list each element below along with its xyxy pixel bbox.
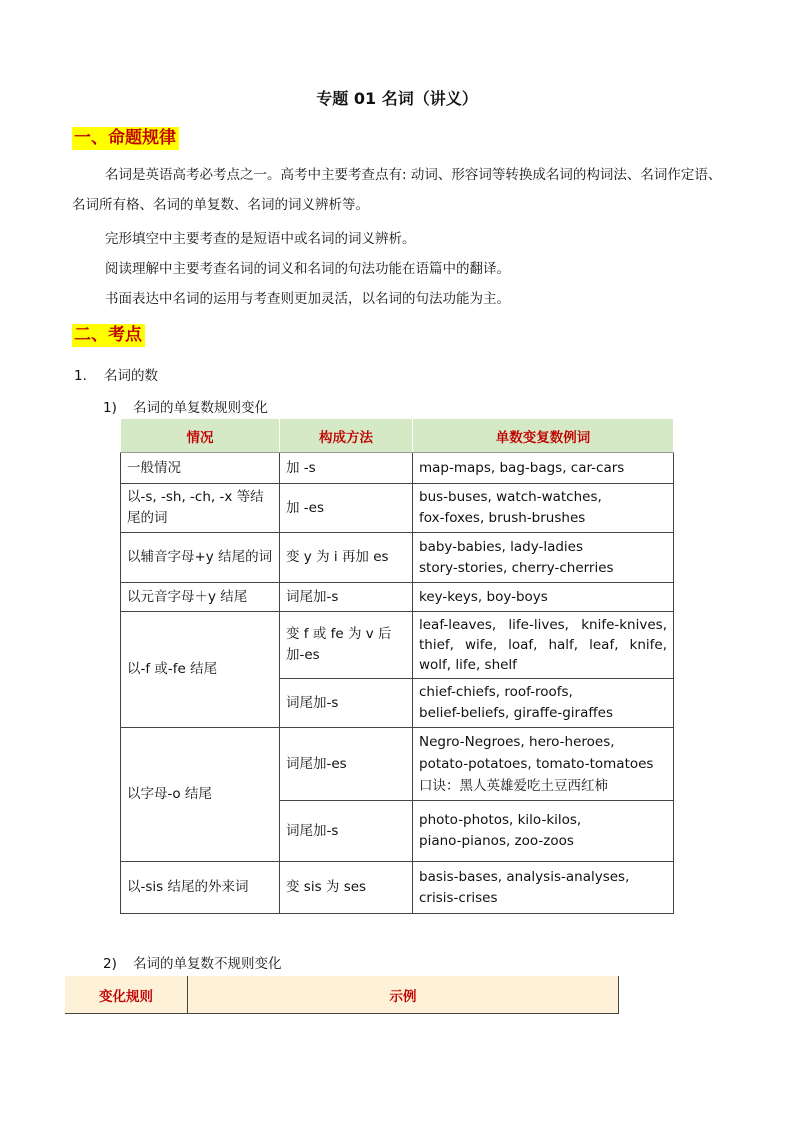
example-line: story-stories, cherry-cherries	[419, 559, 614, 576]
example-line: piano-pianos, zoo-zoos	[419, 833, 574, 849]
regular-plural-table	[120, 418, 674, 914]
table-header-situation: 情况	[121, 419, 280, 453]
sublist-item-label: 名词的单复数规则变化	[133, 400, 268, 416]
table-cell-method: 变 sis 为 ses	[280, 862, 413, 914]
table-cell-method: 变 f 或 fe 为 v 后加-es	[280, 612, 413, 679]
document-title: 专题 01 名词（讲义）	[316, 89, 478, 108]
table-cell-method: 加 -es	[280, 484, 413, 533]
example-line: baby-babies, lady-ladies	[419, 538, 584, 555]
example-line: belief-beliefs, giraffe-giraffes	[419, 705, 614, 721]
table-row	[121, 583, 674, 612]
example-line: basis-bases, analysis-analyses,	[419, 868, 630, 885]
table-header-examples: 单数变复数例词	[413, 419, 674, 453]
example-line: bus-buses, watch-watches,	[419, 489, 602, 505]
table-row	[121, 728, 674, 801]
table-cell-method: 变 y 为 i 再加 es	[280, 533, 413, 583]
table-cell-method: 词尾加-s	[280, 583, 413, 612]
table-cell-situation: 以元音字母＋y 结尾	[121, 583, 280, 612]
table-cell-examples	[413, 612, 674, 679]
example-line: photo-photos, kilo-kilos,	[419, 812, 582, 828]
table-row	[121, 533, 674, 583]
irregular-plural-table	[65, 976, 619, 1014]
table-header-example: 示例	[188, 976, 619, 1014]
example-line: Negro-Negroes, hero-heroes,	[419, 734, 615, 750]
example-line: fox-foxes, brush-brushes	[419, 510, 586, 526]
table-cell-method: 词尾加-s	[280, 679, 413, 728]
table-cell-situation: 以辅音字母+y 结尾的词	[121, 533, 280, 583]
paragraph-cloze: 完形填空中主要考查的是短语中或名词的词义辨析。	[105, 231, 416, 247]
section-heading-rules: 一、命题规律	[72, 127, 179, 150]
table-cell-examples	[413, 862, 674, 914]
example-line: crisis-crises	[419, 889, 498, 906]
example-line: map-maps, bag-bags, car-cars	[419, 459, 625, 476]
example-line: key-keys, boy-boys	[419, 588, 548, 605]
table-cell-situation: 以字母-o 结尾	[121, 728, 280, 862]
table-header-row	[121, 419, 674, 453]
table-header-row	[65, 976, 619, 1014]
example-line: chief-chiefs, roof-roofs,	[419, 684, 573, 700]
section-heading-key-points: 二、考点	[72, 324, 145, 347]
table-cell-situation: 一般情况	[121, 453, 280, 484]
list-number: 1.	[74, 368, 87, 384]
table-row	[121, 862, 674, 914]
list-item-noun-number	[74, 364, 158, 384]
sublist-item-irregular	[103, 952, 282, 972]
table-header-method: 构成方法	[280, 419, 413, 453]
example-line: leaf-leaves, life-lives, knife-knives, thief, wife, loaf, half, leaf, knife, wolf, life, shelf	[419, 617, 667, 673]
mnemonic-line: 口诀：黑人英雄爱吃土豆西红柿	[419, 778, 608, 794]
paragraph-writing: 书面表达中名词的运用与考查则更加灵活，以名词的句法功能为主。	[105, 291, 510, 307]
list-item-label: 名词的数	[104, 368, 158, 384]
table-row	[121, 612, 674, 679]
table-cell-method: 词尾加-es	[280, 728, 413, 801]
sublist-number: 2)	[103, 956, 117, 972]
table-cell-examples	[413, 484, 674, 533]
sublist-item-label: 名词的单复数不规则变化	[133, 956, 282, 972]
paragraph-reading: 阅读理解中主要考查名词的词义和名词的句法功能在语篇中的翻译。	[105, 261, 510, 277]
sublist-item-regular	[103, 396, 268, 416]
table-cell-method: 加 -s	[280, 453, 413, 484]
table-cell-examples	[413, 801, 674, 862]
table-header-rule: 变化规则	[65, 976, 188, 1014]
table-row	[121, 484, 674, 533]
paragraph-overview: 名词是英语高考必考点之一。高考中主要考查点有: 动词、形容词等转换成名词的构词法、名词作定语、名词所有格、名词的单复数、名词的词义辨析等。	[72, 167, 722, 213]
example-line: potato-potatoes, tomato-tomatoes	[419, 756, 654, 772]
table-cell-method: 词尾加-s	[280, 801, 413, 862]
table-cell-situation: 以-f 或-fe 结尾	[121, 612, 280, 728]
table-cell-examples	[413, 583, 674, 612]
table-row	[121, 453, 674, 484]
table-cell-examples	[413, 533, 674, 583]
table-cell-situation: 以-s, -sh, -ch, -x 等结尾的词	[121, 484, 280, 533]
sublist-number: 1)	[103, 400, 117, 416]
table-cell-situation: 以-sis 结尾的外来词	[121, 862, 280, 914]
table-cell-examples	[413, 453, 674, 484]
table-cell-examples	[413, 679, 674, 728]
table-cell-examples	[413, 728, 674, 801]
